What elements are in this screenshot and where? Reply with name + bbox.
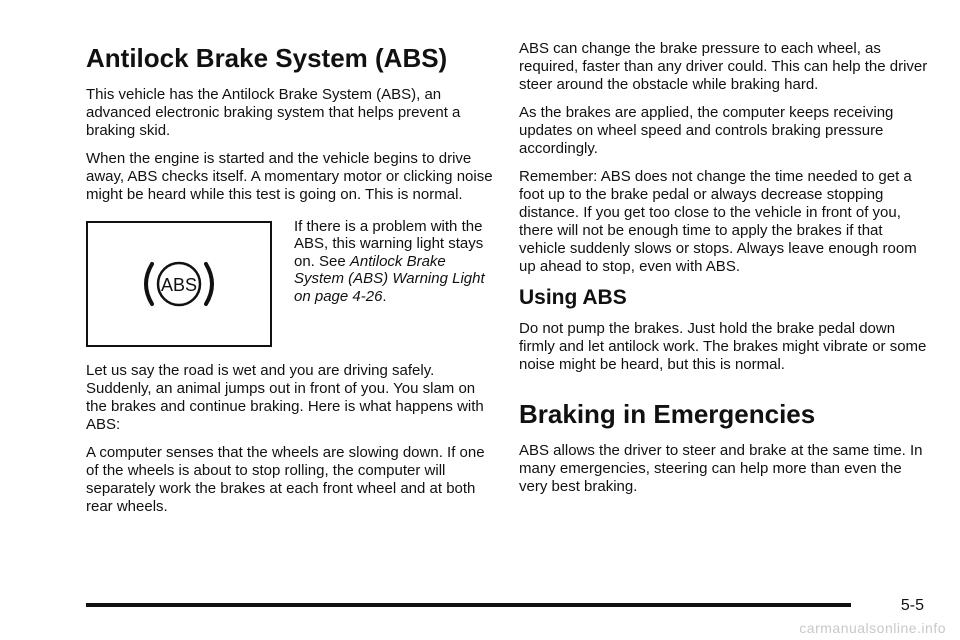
braking-emergencies-heading: Braking in Emergencies	[519, 399, 816, 430]
using-abs-heading: Using ABS	[519, 286, 627, 309]
section-title: Antilock Brake System (ABS)	[86, 43, 448, 73]
computer-senses-paragraph: A computer senses that the wheels are slowing down. If one of the wheels is about to stop rolling, the computer will separately work the brakes at each front wheel and at both rear wheels.	[86, 443, 485, 515]
warning-light-reference-link[interactable]: Antilock Brake System (ABS) Warning Light on page 4-26	[294, 252, 485, 305]
warning-light-block	[86, 218, 496, 344]
updates-paragraph: As the brakes are applied, the computer keeps receiving updates on wheel speed and controls braking pressure accordingly.	[519, 104, 894, 157]
using-abs-paragraph: Do not pump the brakes. Just hold the brake pedal down firmly and let antilock work. The brakes might vibrate or some noise might be heard, but this is normal.	[519, 320, 927, 374]
abs-warning-light-figure	[86, 221, 272, 347]
scenario-paragraph: Let us say the road is wet and you are driving safely. Suddenly, an animal jumps out in front of you. You slam on the brakes and continue braking. Here is what happens with ABS:	[86, 361, 484, 433]
remember-paragraph: Remember: ABS does not change the time needed to get a foot up to the brake pedal or always decrease stopping distance. If you get too close to the vehicle in front of you, there will not be enough time to apply the brakes if that vehicle suddenly slows or stops. Always leave enough room up ahead to stop, even with ABS.	[519, 168, 917, 275]
warning-light-text	[294, 218, 496, 306]
brake-pressure-paragraph: ABS can change the brake pressure to each wheel, as required, faster than any driver could. This can help the driver steer around the obstacle while braking hard.	[519, 40, 928, 93]
self-check-paragraph: When the engine is started and the vehicle begins to drive away, ABS checks itself. A momentary motor or clicking noise might be heard while this test is going on. This is normal.	[86, 149, 493, 203]
left-column	[86, 40, 496, 526]
footer-rule	[86, 603, 851, 607]
page-number: 5-5	[900, 597, 924, 614]
warning-text-main: If there is a problem with the ABS, this warning light stays on. See	[294, 217, 484, 270]
watermark: carmanualsonline.info	[799, 620, 946, 636]
abs-warning-icon	[134, 254, 224, 314]
right-column	[519, 40, 929, 506]
warning-text-end: .	[382, 287, 387, 305]
abs-icon-label: ABS	[160, 274, 198, 295]
intro-paragraph: This vehicle has the Antilock Brake System (ABS), an advanced electronic braking system that helps prevent a braking skid.	[86, 85, 461, 139]
braking-emergencies-paragraph: ABS allows the driver to steer and brake at the same time. In many emergencies, steering can help more than even the very best braking.	[519, 442, 923, 496]
